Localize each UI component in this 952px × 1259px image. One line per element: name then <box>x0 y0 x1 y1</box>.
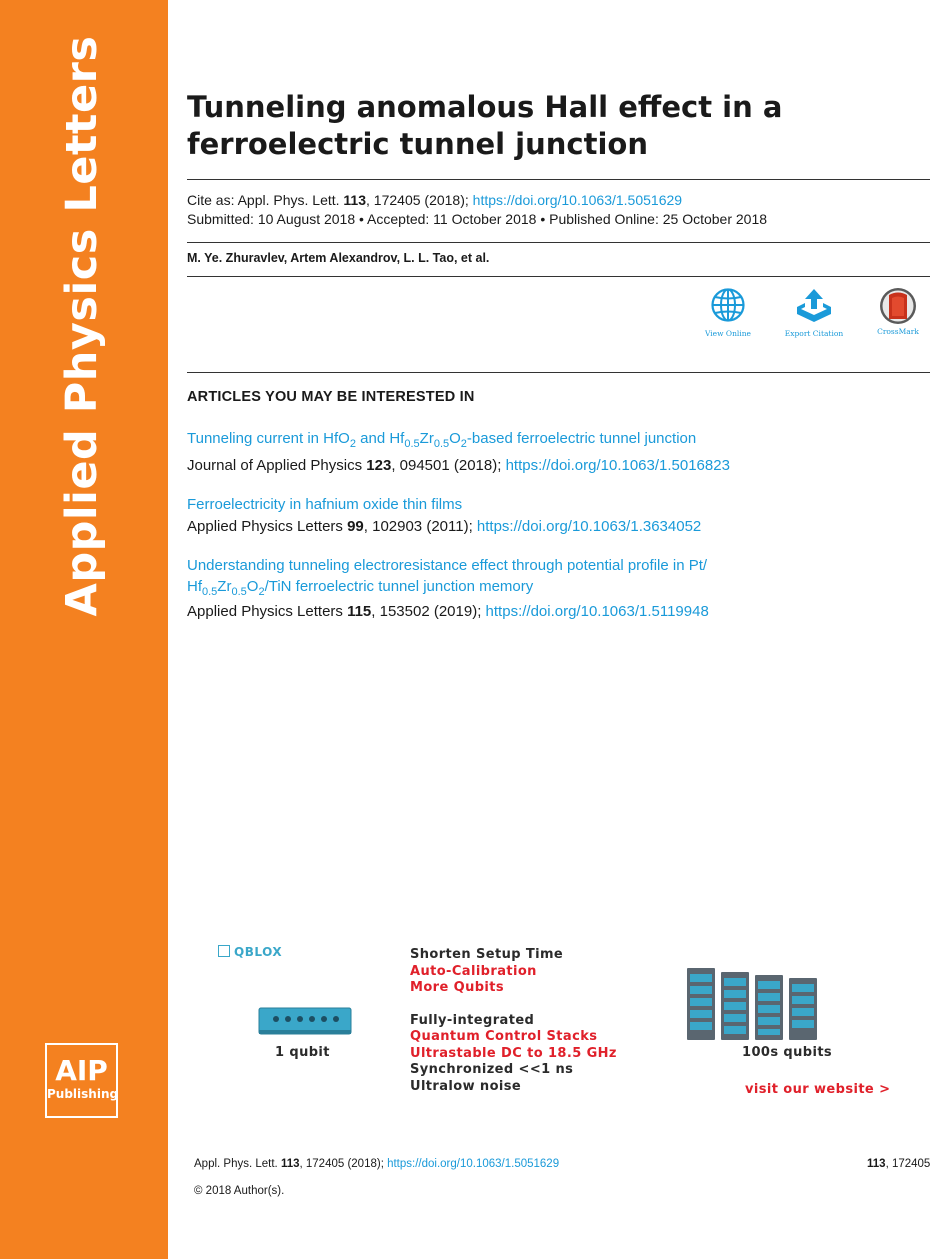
related-article-title[interactable]: Ferroelectricity in hafnium oxide thin films <box>187 496 463 513</box>
aip-publishing-logo[interactable] <box>45 1043 118 1118</box>
related-article-doi-link[interactable]: https://doi.org/10.1063/1.5016823 <box>505 457 730 474</box>
qblox-brand: QBLOX <box>218 945 282 959</box>
export-citation-label: Export Citation <box>784 329 844 338</box>
ad-feature-list: Shorten Setup Time Auto-Calibration More Qubits Fully-integrated Quantum Control Stacks Ultrastable DC to 18.5 GHz Synchronized <<1 ns Ultralow noise <box>410 947 617 1094</box>
related-articles-heading: ARTICLES YOU MAY BE INTERESTED IN <box>187 389 475 405</box>
author-list: M. Ye. Zhuravlev, Artem Alexandrov, L. L. Tao, et al. <box>187 251 490 265</box>
related-article-2 <box>187 494 930 537</box>
hundreds-qubits-label: 100s qubits <box>742 1045 833 1060</box>
visit-website-link[interactable]: visit our website > <box>745 1082 891 1097</box>
divider <box>187 372 930 373</box>
related-article-source: Applied Physics Letters 99, 102903 (2011); https://doi.org/10.1063/1.3634052 <box>187 518 702 535</box>
globe-icon <box>710 287 746 323</box>
qblox-advertisement[interactable] <box>210 940 910 1110</box>
related-article-title[interactable]: Tunneling current in HfO$_2$ and $Hf_{0.5}Zr_{0.5}O_2$-based ferroelectric tunnel junction <box>187 430 697 450</box>
logo-top-text: AIP <box>55 1054 108 1087</box>
related-article-3 <box>187 555 930 622</box>
export-citation-button[interactable] <box>774 287 854 338</box>
divider <box>187 242 930 243</box>
related-article-doi-link[interactable]: https://doi.org/10.1063/1.5119948 <box>485 603 709 620</box>
rack-systems-icon <box>685 966 821 1046</box>
qblox-cube-icon <box>218 945 230 957</box>
copyright: © 2018 Author(s). <box>194 1185 285 1197</box>
divider <box>187 179 930 180</box>
view-online-label: View Online <box>705 329 751 338</box>
crossmark-button[interactable] <box>858 287 938 336</box>
crossmark-label: CrossMark <box>877 327 919 336</box>
related-article-1 <box>187 428 930 476</box>
related-article-doi-link[interactable]: https://doi.org/10.1063/1.3634052 <box>476 518 702 535</box>
related-article-title[interactable]: Understanding tunneling electroresistance effect through potential profile in Pt/ $Hf_{0.5}Zr_{0.5}O_2$/TiN ferroelectric tunnel junction memory <box>187 557 708 598</box>
view-online-button[interactable] <box>688 287 768 338</box>
journal-name: Applied Physics Letters <box>57 35 107 617</box>
article-doi-link[interactable]: https://doi.org/10.1063/1.5051629 <box>472 192 683 208</box>
journal-sidebar <box>0 0 168 1259</box>
footer-page-id: 113, 172405 <box>867 1158 931 1170</box>
related-article-source: Applied Physics Letters 115, 153502 (2019); https://doi.org/10.1063/1.5119948 <box>187 603 709 620</box>
related-article-source: Journal of Applied Physics 123, 094501 (2018); https://doi.org/10.1063/1.5016823 <box>187 457 730 474</box>
footer-doi-link[interactable]: https://doi.org/10.1063/1.5051629 <box>387 1158 560 1170</box>
crossmark-icon <box>878 287 918 325</box>
export-icon <box>794 287 834 323</box>
citation-line: Cite as: Appl. Phys. Lett. 113, 172405 (2018); https://doi.org/10.1063/1.5051629 <box>187 192 683 208</box>
divider <box>187 276 930 277</box>
footer-citation: Appl. Phys. Lett. 113, 172405 (2018); https://doi.org/10.1063/1.5051629 <box>194 1158 560 1170</box>
publication-dates: Submitted: 10 August 2018 • Accepted: 11 October 2018 • Published Online: 25 October 2018 <box>187 211 768 227</box>
article-title: Tunneling anomalous Hall effect in a ferroelectric tunnel junction <box>187 90 783 161</box>
logo-bottom-text: Publishing <box>47 1087 119 1101</box>
one-qubit-label: 1 qubit <box>275 1045 330 1060</box>
single-qubit-device-icon <box>258 1004 352 1038</box>
